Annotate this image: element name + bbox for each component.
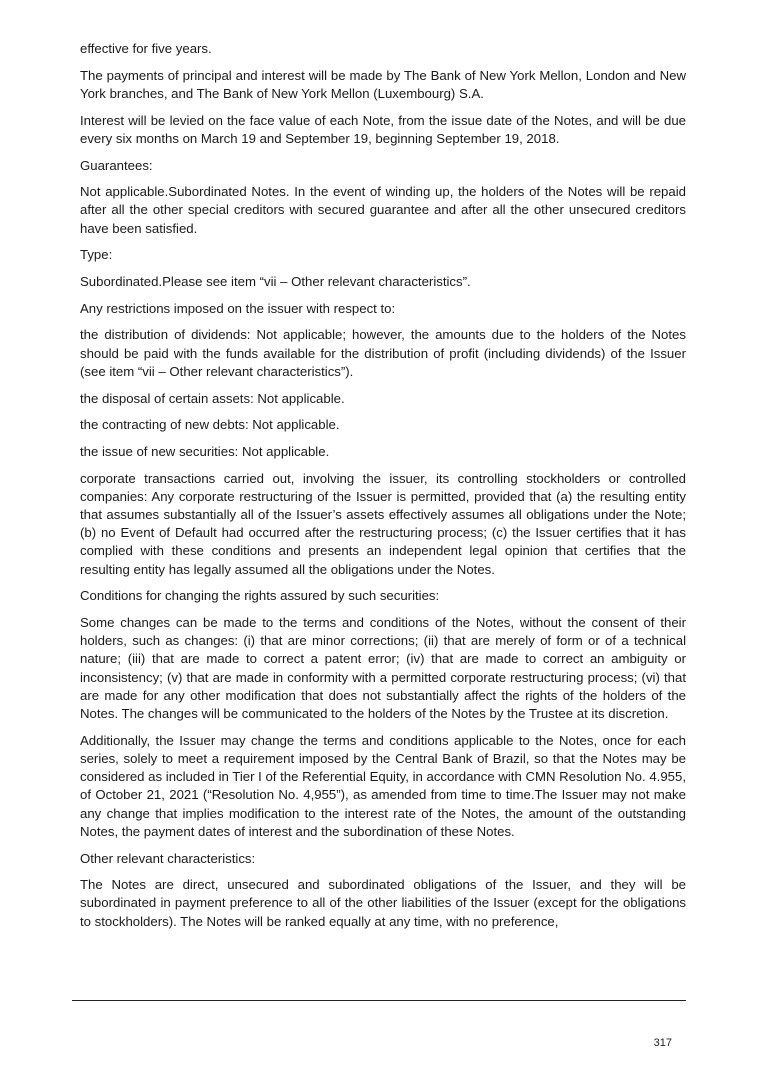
paragraph-disposal: the disposal of certain assets: Not applicable.	[80, 390, 345, 406]
paragraph-interest: Interest will be levied on the face value of each Note, from the issue date of the Notes, and will be due every six months on March 19 and September 19, beginning September 19, 2018.	[80, 112, 686, 146]
paragraph-guarantees: Not applicable.Subordinated Notes. In the event of winding up, the holders of the Notes will be repaid after all the other special creditors with secured guarantee and after all the other unsecured creditors have been satisfied.	[80, 184, 686, 236]
footer-rule	[72, 1000, 686, 1001]
paragraph-new-securities: the issue of new securities: Not applicable.	[80, 443, 330, 459]
paragraph-new-debts: the contracting of new debts: Not applicable.	[80, 417, 340, 433]
paragraph-dividends: the distribution of dividends: Not applicable; however, the amounts due to the holders of the Notes should be paid with the funds available for the distribution of profit (including dividends) of the Issuer (see item “vii – Other relevant characteristics”).	[80, 327, 686, 379]
paragraph-additionally: Additionally, the Issuer may change the terms and conditions applicable to the Notes, once for each series, solely to meet a requirement imposed by the Central Bank of Brazil, so that the Notes may be considered as included in Tier I of the Referential Equity, in accordance with CMN Resolution No. 4.955, of October 21, 2021 (“Resolution No. 4,955”), as amended from time to time.The Issuer may not make any change that implies modification to the interest rate of the Notes, the amount of the outstanding Notes, the payment dates of interest and the subordination of these Notes.	[80, 732, 686, 839]
paragraph-type: Subordinated.Please see item “vii – Other relevant characteristics”.	[80, 274, 471, 290]
paragraph-changes: Some changes can be made to the terms and conditions of the Notes, without the consent of their holders, such as changes: (i) that are minor corrections; (ii) that are merely of form or of a technical nature; (iii) that are made to correct a patent error; (iv) that are made to correct an ambiguity or inconsistency; (v) that are made in conformity with a permitted corporate restructuring process; (vi) that are made for any other modification that does not substantially affect the rights of the holders of the Notes. The changes will be communicated to the holders of the Notes by the Trustee at its discretion.	[80, 615, 686, 722]
heading-guarantees: Guarantees:	[80, 157, 153, 173]
paragraph-notes-ranking: The Notes are direct, unsecured and subordinated obligations of the Issuer, and they will be subordinated in payment preference to all of the other liabilities of the Issuer (except for the obligations to stockholders). The Notes will be ranked equally at any time, with no preference,	[80, 877, 686, 929]
heading-other-characteristics: Other relevant characteristics:	[80, 850, 256, 866]
paragraph-payments: The payments of principal and interest will be made by The Bank of New York Mellon, London and New York branches, and The Bank of New York Mellon (Luxembourg) S.A.	[80, 67, 686, 101]
heading-type: Type:	[80, 247, 113, 263]
page-number: 317	[653, 1037, 672, 1049]
paragraph-corporate-transactions: corporate transactions carried out, involving the issuer, its controlling stockholders or controlled companies: Any corporate restructuring of the Issuer is permitted, provided that (a) the resulting entity that assumes substantially all of the Issuer’s assets effectively assumes all obligations under the Note; (b) no Event of Default had occurred after the restructuring process; (c) the Issuer certifies that it has complied with these conditions and presents an independent legal opinion that certifies that the resulting entity has legally assumed all the obligations under the Notes.	[80, 470, 686, 577]
body-text	[80, 40, 686, 939]
heading-conditions: Conditions for changing the rights assured by such securities:	[80, 588, 440, 604]
heading-restrictions: Any restrictions imposed on the issuer with respect to:	[80, 300, 396, 316]
paragraph-continuation: effective for five years.	[80, 41, 212, 56]
